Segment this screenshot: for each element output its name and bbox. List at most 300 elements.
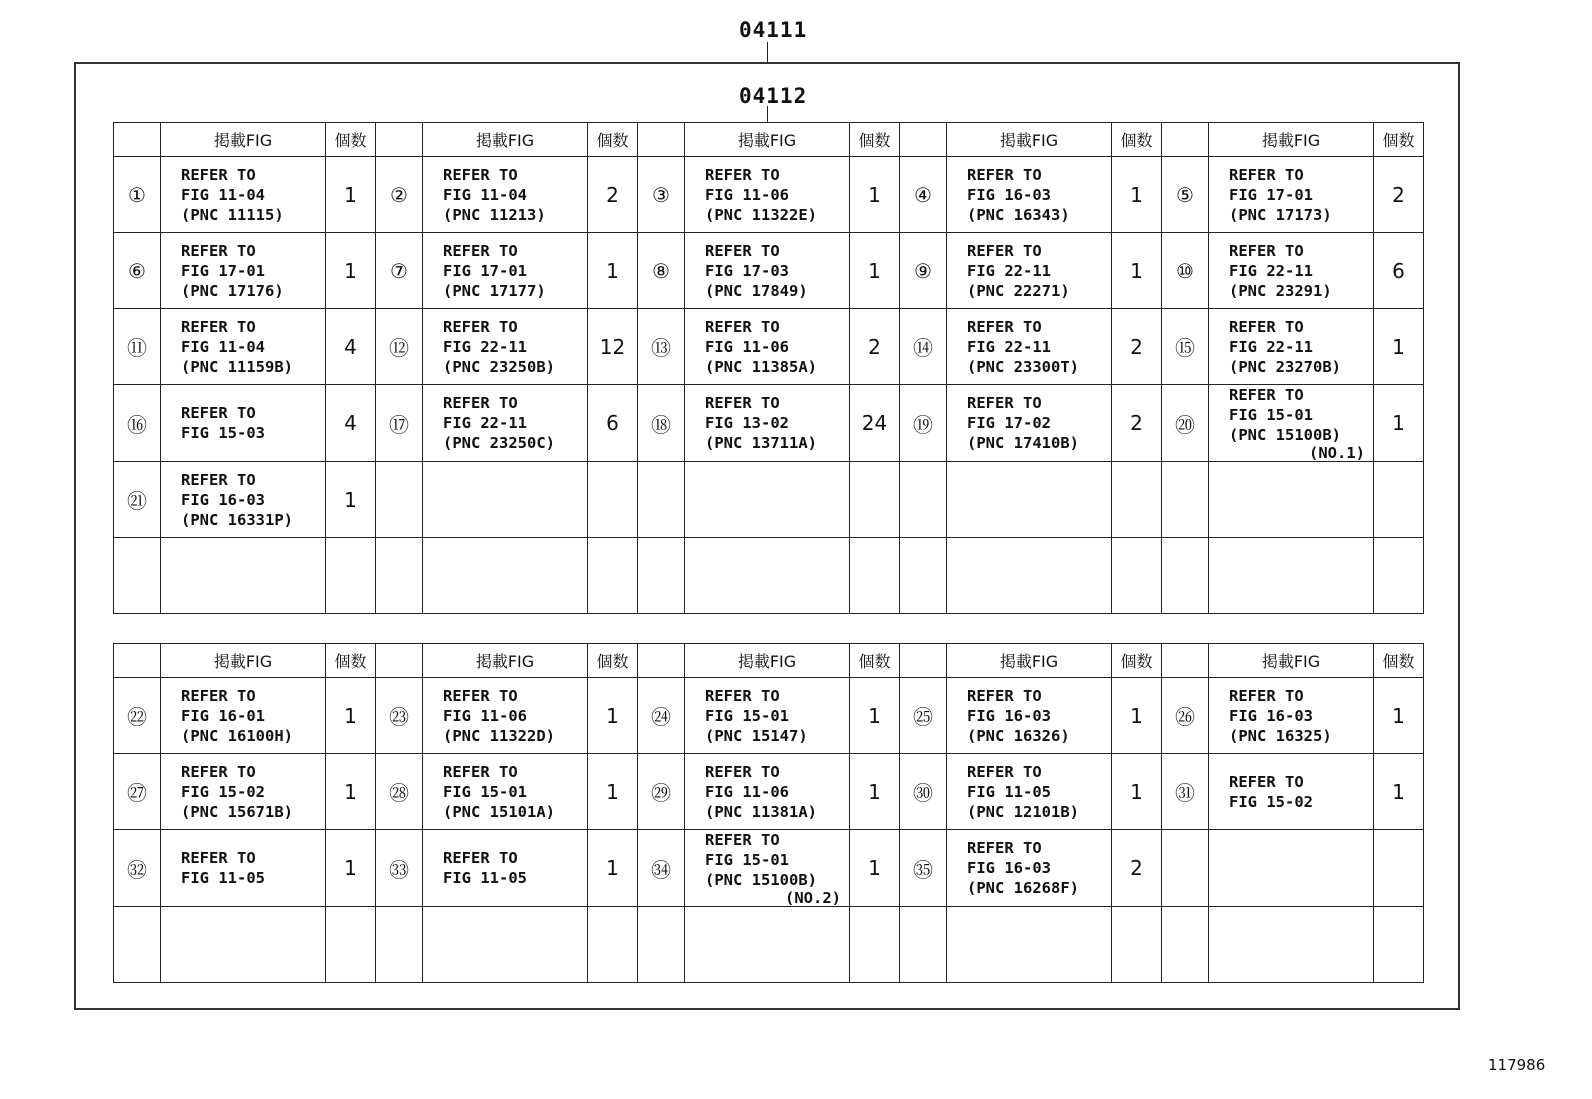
quantity: 2 [1374,157,1424,233]
reference-line: REFER TO [705,317,780,336]
table-row [114,462,1424,538]
reference-line: (PNC 16100H) [181,726,293,745]
reference-line: (PNC 15100B) [705,871,817,889]
fig-reference [1209,385,1374,462]
fig-reference [947,830,1112,907]
fig-reference [947,754,1112,830]
table-row [114,678,1424,754]
item-number: ⑮ [1162,309,1209,385]
reference-line: FIG 16-03 [1229,706,1313,725]
reference-line: FIG 22-11 [1229,261,1313,280]
fig-reference [161,907,326,983]
reference-line: REFER TO [1229,772,1304,791]
quantity: 1 [588,754,638,830]
quantity [1374,538,1424,614]
reference-line: REFER TO [181,686,256,705]
header-blank [376,644,423,678]
item-number [900,907,947,983]
fig-reference [685,678,850,754]
header-fig: 掲載FIG [685,644,850,678]
quantity [1112,538,1162,614]
quantity: 1 [850,157,900,233]
quantity: 2 [588,157,638,233]
reference-line: FIG 16-03 [967,185,1051,204]
fig-reference [947,157,1112,233]
item-number: ㉛ [1162,754,1209,830]
quantity [1112,907,1162,983]
fig-reference [947,907,1112,983]
reference-line: FIG 22-11 [967,337,1051,356]
reference-line: (PNC 16326) [967,726,1070,745]
reference-line: (PNC 15147) [705,726,808,745]
fig-reference [161,309,326,385]
item-number [900,462,947,538]
reference-line: FIG 11-06 [705,337,789,356]
reference-line: FIG 16-03 [967,859,1051,877]
reference-line: FIG 22-11 [443,414,527,432]
reference-line: (PNC 16325) [1229,726,1332,745]
fig-reference [947,462,1112,538]
quantity [588,907,638,983]
reference-line: (PNC 23300T) [967,357,1079,376]
fig-reference [161,462,326,538]
item-number: ㉓ [376,678,423,754]
item-number: ① [114,157,161,233]
item-number: ㉙ [638,754,685,830]
table-row [114,907,1424,983]
quantity [1374,462,1424,538]
fig-reference [423,907,588,983]
outer-leader-line [767,42,768,63]
quantity: 1 [326,233,376,309]
item-number: ⑳ [1162,385,1209,462]
fig-reference [1209,233,1374,309]
item-number: ⑨ [900,233,947,309]
reference-line: REFER TO [1229,386,1304,404]
reference-line: REFER TO [967,241,1042,260]
reference-line: REFER TO [443,849,518,867]
header-fig: 掲載FIG [947,123,1112,157]
quantity: 1 [1112,754,1162,830]
reference-line: (PNC 15100B) [1229,426,1341,444]
quantity: 1 [326,462,376,538]
quantity: 1 [1374,385,1424,462]
reference-line: FIG 15-02 [181,782,265,801]
reference-line: FIG 15-01 [705,706,789,725]
reference-line: FIG 11-05 [967,782,1051,801]
reference-line: (PNC 11322D) [443,726,555,745]
reference-line: REFER TO [1229,317,1304,336]
reference-line: (PNC 11115) [181,205,284,224]
quantity [850,462,900,538]
table-header-row [114,644,1424,678]
reference-line: FIG 16-03 [181,490,265,509]
reference-line: REFER TO [181,404,256,422]
reference-line: REFER TO [967,317,1042,336]
reference-line: REFER TO [705,394,780,412]
item-number [1162,538,1209,614]
item-number [900,538,947,614]
header-fig: 掲載FIG [947,644,1112,678]
reference-line: FIG 15-03 [181,424,265,442]
reference-line: (PNC 16268F) [967,879,1079,897]
reference-line: FIG 11-04 [181,185,265,204]
fig-reference [1209,462,1374,538]
fig-reference [423,678,588,754]
header-blank [638,123,685,157]
reference-line: REFER TO [443,394,518,412]
fig-reference [685,233,850,309]
quantity [1374,907,1424,983]
quantity: 2 [1112,385,1162,462]
quantity: 1 [1112,678,1162,754]
reference-line: FIG 13-02 [705,414,789,432]
header-qty: 個数 [1374,644,1424,678]
header-qty: 個数 [1112,123,1162,157]
header-blank [900,123,947,157]
fig-reference [947,309,1112,385]
item-number: ② [376,157,423,233]
item-number [376,907,423,983]
quantity: 1 [1374,678,1424,754]
fig-reference [423,385,588,462]
header-blank [638,644,685,678]
quantity: 1 [588,830,638,907]
quantity [588,538,638,614]
reference-line: FIG 22-11 [443,337,527,356]
reference-line: FIG 17-01 [443,261,527,280]
table-row [114,538,1424,614]
item-number [1162,462,1209,538]
item-number: ㉖ [1162,678,1209,754]
table-row [114,830,1424,907]
reference-line: (PNC 11213) [443,205,546,224]
header-qty: 個数 [1374,123,1424,157]
header-fig: 掲載FIG [161,123,326,157]
item-number: ⑬ [638,309,685,385]
outer-assembly-label: 04111 [739,18,808,42]
quantity: 2 [1112,309,1162,385]
reference-line: FIG 22-11 [1229,337,1313,356]
quantity [588,462,638,538]
reference-line: REFER TO [1229,241,1304,260]
item-number [1162,907,1209,983]
reference-line: FIG 16-01 [181,706,265,725]
reference-line: FIG 11-06 [705,782,789,801]
header-qty: 個数 [850,644,900,678]
reference-line: (PNC 17176) [181,281,284,300]
fig-reference [1209,309,1374,385]
reference-line: REFER TO [181,241,256,260]
reference-line: FIG 17-01 [1229,185,1313,204]
item-number: ㉘ [376,754,423,830]
fig-reference [161,678,326,754]
header-blank [376,123,423,157]
fig-reference [161,157,326,233]
item-number: ㉚ [900,754,947,830]
reference-line: (PNC 23270B) [1229,357,1341,376]
fig-reference [1209,538,1374,614]
reference-line: REFER TO [967,762,1042,781]
reference-line: (PNC 23291) [1229,281,1332,300]
item-number: ㉟ [900,830,947,907]
reference-line: (PNC 11322E) [705,205,817,224]
item-number: ⑩ [1162,233,1209,309]
quantity: 4 [326,309,376,385]
quantity: 1 [850,754,900,830]
fig-reference [423,830,588,907]
quantity: 1 [1374,754,1424,830]
quantity: 1 [850,233,900,309]
reference-line: (PNC 17410B) [967,434,1079,452]
quantity: 2 [850,309,900,385]
reference-line: REFER TO [443,317,518,336]
reference-note: (NO.1) [1309,444,1365,462]
item-number: ⑥ [114,233,161,309]
reference-line: (PNC 11159B) [181,357,293,376]
item-number: ⑰ [376,385,423,462]
upper-parts-table [113,122,1424,614]
reference-line: FIG 17-02 [967,414,1051,432]
reference-line: FIG 11-04 [181,337,265,356]
reference-line: REFER TO [181,317,256,336]
item-number [114,538,161,614]
reference-line: REFER TO [181,470,256,489]
reference-line: FIG 11-04 [443,185,527,204]
reference-line: REFER TO [967,839,1042,857]
fig-reference [947,233,1112,309]
item-number [376,462,423,538]
header-fig: 掲載FIG [161,644,326,678]
figure-id: 117986 [1488,1056,1546,1074]
item-number [376,538,423,614]
header-fig: 掲載FIG [685,123,850,157]
reference-line: REFER TO [443,686,518,705]
fig-reference [947,385,1112,462]
item-number: ㉔ [638,678,685,754]
reference-line: (PNC 23250C) [443,434,555,452]
fig-reference [1209,678,1374,754]
fig-reference [685,157,850,233]
item-number: ㉗ [114,754,161,830]
header-fig: 掲載FIG [423,644,588,678]
quantity: 1 [850,678,900,754]
fig-reference [685,538,850,614]
header-blank [114,644,161,678]
reference-line: REFER TO [443,241,518,260]
item-number: ⑲ [900,385,947,462]
item-number: ㉒ [114,678,161,754]
header-fig: 掲載FIG [1209,644,1374,678]
fig-reference [423,157,588,233]
header-qty: 個数 [326,123,376,157]
reference-line: REFER TO [967,394,1042,412]
reference-line: REFER TO [705,762,780,781]
fig-reference [423,538,588,614]
fig-reference [685,309,850,385]
item-number: ㉝ [376,830,423,907]
item-number [638,907,685,983]
fig-reference [685,907,850,983]
quantity [1112,462,1162,538]
item-number [638,538,685,614]
fig-reference [161,233,326,309]
reference-line: (PNC 22271) [967,281,1070,300]
reference-line: (PNC 23250B) [443,357,555,376]
fig-reference [947,538,1112,614]
quantity: 1 [588,678,638,754]
reference-line: REFER TO [705,831,780,849]
item-number: ⑯ [114,385,161,462]
header-fig: 掲載FIG [423,123,588,157]
reference-note: (NO.2) [785,889,841,907]
item-number: ⑱ [638,385,685,462]
table-row [114,309,1424,385]
quantity: 2 [1112,830,1162,907]
header-blank [114,123,161,157]
reference-line: FIG 16-03 [967,706,1051,725]
reference-line: (PNC 11385A) [705,357,817,376]
quantity: 1 [326,157,376,233]
fig-reference [685,385,850,462]
fig-reference [161,754,326,830]
fig-reference [423,462,588,538]
item-number: ⑤ [1162,157,1209,233]
quantity: 6 [588,385,638,462]
quantity [850,907,900,983]
quantity: 1 [850,830,900,907]
reference-line: (PNC 12101B) [967,802,1079,821]
header-qty: 個数 [1112,644,1162,678]
table-row [114,157,1424,233]
quantity: 24 [850,385,900,462]
quantity [850,538,900,614]
reference-line: REFER TO [967,165,1042,184]
quantity: 1 [326,678,376,754]
reference-line: REFER TO [1229,686,1304,705]
quantity: 1 [326,830,376,907]
quantity: 4 [326,385,376,462]
item-number: ⑧ [638,233,685,309]
fig-reference [161,538,326,614]
reference-line: (PNC 11381A) [705,802,817,821]
reference-line: REFER TO [1229,165,1304,184]
reference-line: FIG 15-01 [443,782,527,801]
fig-reference [685,754,850,830]
reference-line: FIG 22-11 [967,261,1051,280]
fig-reference [423,754,588,830]
fig-reference [1209,907,1374,983]
item-number: ⑦ [376,233,423,309]
reference-line: (PNC 17849) [705,281,808,300]
reference-line: (PNC 16343) [967,205,1070,224]
item-number [114,907,161,983]
header-blank [1162,123,1209,157]
table-header-row [114,123,1424,157]
item-number: ㉑ [114,462,161,538]
reference-line: (PNC 15101A) [443,802,555,821]
item-number: ⑪ [114,309,161,385]
quantity: 12 [588,309,638,385]
reference-line: FIG 11-05 [443,869,527,887]
header-qty: 個数 [326,644,376,678]
reference-line: REFER TO [705,165,780,184]
fig-reference [1209,157,1374,233]
header-blank [1162,644,1209,678]
header-fig: 掲載FIG [1209,123,1374,157]
header-blank [900,644,947,678]
item-number: ③ [638,157,685,233]
quantity: 1 [588,233,638,309]
fig-reference [947,678,1112,754]
inner-assembly-label: 04112 [739,84,808,108]
reference-line: REFER TO [443,165,518,184]
table-row [114,233,1424,309]
reference-line: REFER TO [967,686,1042,705]
reference-line: REFER TO [181,849,256,867]
fig-reference [161,830,326,907]
reference-line: REFER TO [705,241,780,260]
reference-line: (PNC 17173) [1229,205,1332,224]
reference-line: FIG 17-01 [181,261,265,280]
item-number: ⑭ [900,309,947,385]
fig-reference [423,309,588,385]
item-number: ㉕ [900,678,947,754]
header-qty: 個数 [588,644,638,678]
reference-line: (PNC 16331P) [181,510,293,529]
reference-line: FIG 15-01 [705,851,789,869]
fig-reference [685,830,850,907]
reference-line: REFER TO [181,165,256,184]
quantity: 1 [326,754,376,830]
inner-leader-line [767,106,768,123]
reference-line: FIG 15-01 [1229,406,1313,424]
reference-line: (PNC 17177) [443,281,546,300]
quantity: 6 [1374,233,1424,309]
lower-parts-table [113,643,1424,983]
reference-line: REFER TO [181,762,256,781]
reference-line: FIG 11-06 [443,706,527,725]
quantity [326,907,376,983]
fig-reference [685,462,850,538]
reference-line: (PNC 13711A) [705,434,817,452]
quantity: 1 [1112,233,1162,309]
reference-line: FIG 11-06 [705,185,789,204]
item-number [638,462,685,538]
reference-line: REFER TO [443,762,518,781]
fig-reference [423,233,588,309]
item-number: ㉞ [638,830,685,907]
reference-line: FIG 11-05 [181,869,265,887]
header-qty: 個数 [850,123,900,157]
item-number: ⑫ [376,309,423,385]
fig-reference [1209,830,1374,907]
header-qty: 個数 [588,123,638,157]
table-row [114,385,1424,462]
reference-line: FIG 15-02 [1229,792,1313,811]
item-number: ④ [900,157,947,233]
quantity [1374,830,1424,907]
item-number: ㉜ [114,830,161,907]
quantity [326,538,376,614]
quantity: 1 [1374,309,1424,385]
table-row [114,754,1424,830]
fig-reference [161,385,326,462]
reference-line: FIG 17-03 [705,261,789,280]
reference-line: (PNC 15671B) [181,802,293,821]
fig-reference [1209,754,1374,830]
reference-line: REFER TO [705,686,780,705]
